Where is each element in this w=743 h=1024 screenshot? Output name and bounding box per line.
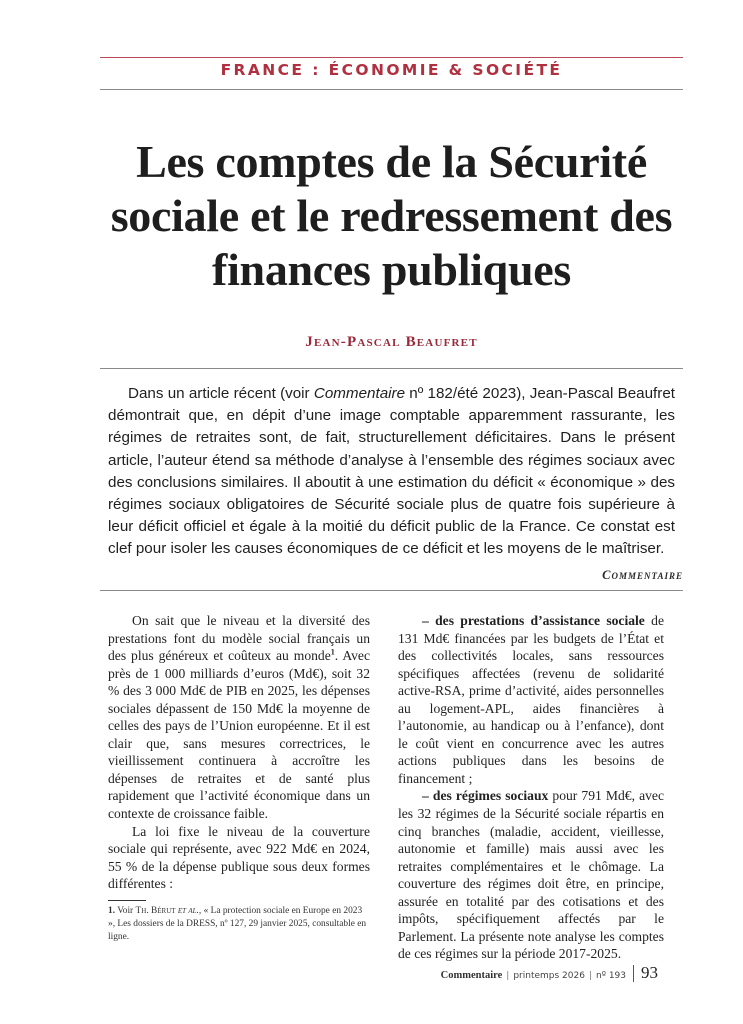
body-column-left — [108, 612, 370, 893]
paragraph-lead-bold: – des régimes sociaux — [422, 788, 549, 804]
article-lead — [108, 383, 675, 561]
footer-separator: | — [588, 971, 593, 981]
footer-divider — [633, 965, 634, 982]
lead-journal-name: Commentaire — [313, 385, 406, 402]
lead-text-rest: nº 182/été 2023), Jean-Pascal Beaufret démontrait que, en dépit d’une image comptable apparemment rassurante, les régimes de retraites sont, de fait, structurellement déficitaires. Dans le présent article, l’auteur étend sa méthode d’analyse à l’ensemble des régimes sociaux avec des conclusions similaires. Il aboutit à une estimation du déficit « économique » des régimes sociaux obligatoires de Sécurité sociale plus de quatre fois supérieure à leur déficit officiel et égale à la moitié du déficit public de la France. Ce constat est clef pour isoler les causes économiques de ce déficit et les moyens de le maîtriser. — [108, 385, 675, 558]
footer-magazine: Commentaire — [440, 970, 503, 981]
article-author: Jean-Pascal Beaufret — [305, 334, 478, 350]
footnote-reference[interactable]: 1 — [330, 647, 335, 657]
paragraph-text: . Avec près de 1 000 milliards d’euros (Md€), soit 32 % des 3 000 Md€ de PIB en 2025, les dépenses sociales dépassent de 150 Md€ la moyenne de celles des pays de l’Union européenne. Et il est clair que, sans mesures correctrices, le vieillissement continuera à accroître les dépenses de retraites et de santé plus rapidement que l’activité économique dans un contexte de croissance faible. — [108, 648, 370, 822]
lead-rule — [100, 590, 683, 591]
body-paragraph — [398, 612, 664, 787]
footnote-text: Voir — [115, 906, 136, 916]
author-rule — [100, 368, 683, 369]
paragraph-text: On sait que le niveau et la diversité des prestations font du modèle social français un des plus généreux et coûteux au monde — [108, 613, 370, 664]
section-kicker: FRANCE : ÉCONOMIE & SOCIÉTÉ — [220, 61, 563, 79]
footnote-etal: et al. — [175, 906, 199, 916]
footer-separator: | — [506, 971, 510, 981]
footer-issue: nº 193 — [596, 971, 626, 981]
lead-signature: Commentaire — [602, 568, 683, 582]
paragraph-text: de 131 Md€ financées par les budgets de l’État et des collectivités locales, sans ressources spécifiques affectées (revenu de solidarité active-RSA, prime d’activité, aides personnelles au logement-APL, aides financières à l’autonomie, au handicap ou à l’enfance), dont le coût vient en concurrence avec les autres actions publiques dans les besoins de financement ; — [398, 613, 664, 786]
footer-season: printemps 2026 — [513, 971, 585, 981]
lead-text-start: Dans un article récent (voir — [128, 385, 314, 402]
footnote — [108, 905, 370, 944]
body-paragraph — [108, 612, 370, 823]
paragraph-lead-bold: – des prestations d’assistance sociale — [422, 613, 645, 628]
footnote-text: , « La protection sociale en Europe en 2023 », Les dossiers de la DRESS, nº 127, 29 janvier 2025, consultable en ligne. — [108, 906, 367, 942]
footnote-rule — [108, 900, 146, 901]
page-footer — [441, 963, 658, 983]
footnote-author: Th. Bérut — [135, 906, 176, 916]
body-column-right — [398, 612, 664, 963]
article-title: Les comptes de la Sécurité sociale et le redressement des finances publiques — [110, 136, 673, 295]
section-bottom-rule — [100, 89, 683, 90]
paragraph-text: pour 791 Md€, avec les 32 régimes de la Sécurité sociale répartis en cinq branches (maladie, accident, vieillesse, autonomie et famille) mais aussi avec les retraites complémentaires et le chômage. La couverture des régimes doit être, en principe, assurée en totalité par des cotisations et des impôts, spécifiquement affectés par le Parlement. La présente note analyse les comptes de ces régimes sur la période 2017-2025. — [398, 788, 664, 962]
footnote-number: 1. — [108, 906, 116, 916]
page-number: 93 — [641, 963, 658, 982]
body-paragraph: La loi fixe le niveau de la couverture sociale qui représente, avec 922 Md€ en 2024, 55 % de la dépense publique sous deux formes différentes : — [108, 823, 370, 892]
body-paragraph — [398, 787, 664, 962]
section-top-rule — [100, 57, 683, 58]
